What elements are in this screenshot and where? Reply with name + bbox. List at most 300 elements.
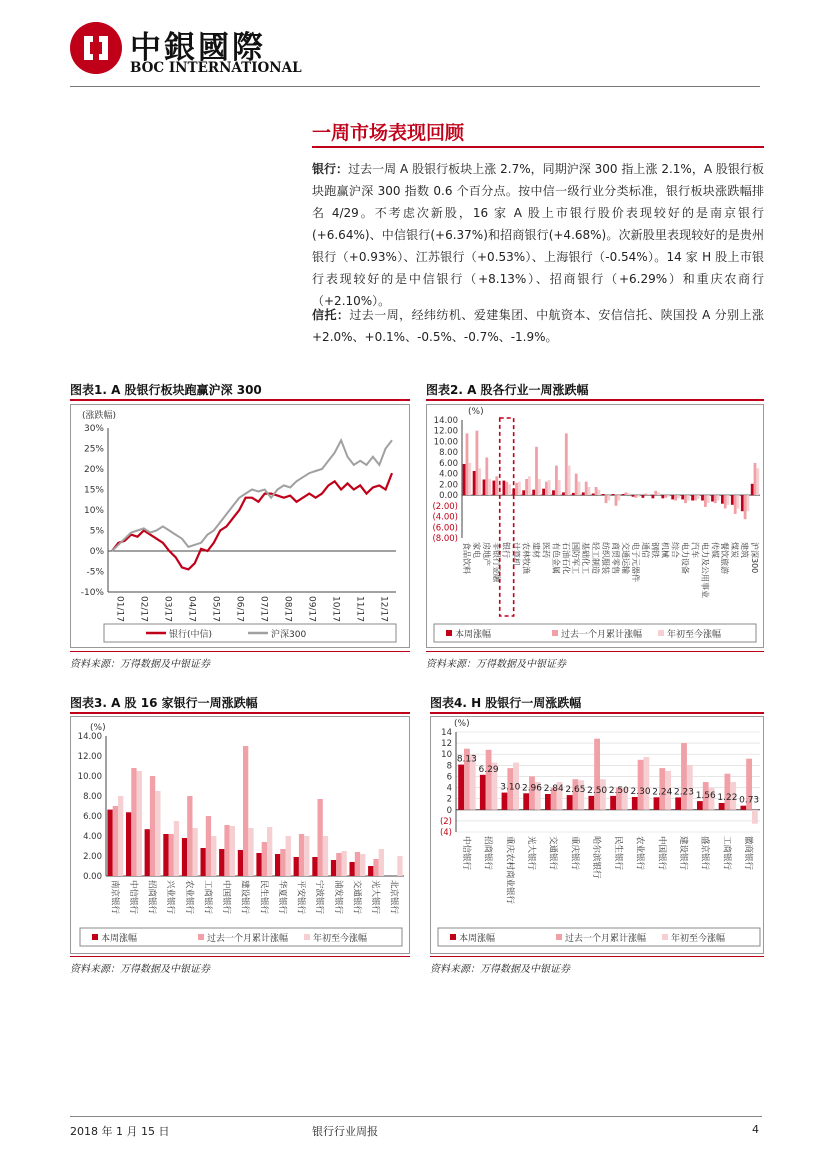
fig4-bottom-rule — [430, 956, 764, 957]
fig3-title: 图表3. A 股 16 家银行一周涨跌幅 — [70, 696, 258, 710]
bar-s3-5 — [193, 828, 198, 876]
bar-s1-5 — [545, 794, 551, 810]
y-tick-label: 8 — [446, 761, 452, 772]
bar-s2-19 — [644, 494, 647, 496]
bar-s1-14 — [741, 806, 747, 810]
bar-s2-6 — [206, 816, 211, 876]
bar-s1-22 — [671, 495, 674, 499]
bar-s3-21 — [667, 495, 670, 497]
bar-s1-1 — [463, 464, 466, 495]
trust-paragraph — [312, 304, 764, 348]
x-tick-label: 非银行金融 — [491, 542, 501, 582]
legend-label-2: 沪深300 — [271, 630, 307, 640]
x-tick-label: 医药 — [541, 542, 551, 558]
bar-s2-7 — [594, 739, 600, 810]
data-label: 1.22 — [717, 793, 738, 803]
bar-s2-14 — [595, 487, 598, 495]
legend-label-1: 本周涨幅 — [101, 934, 138, 944]
x-tick-label: 家电 — [471, 542, 481, 558]
x-tick-label: 华夏银行 — [276, 880, 287, 915]
x-tick-label: 有色金属 — [551, 542, 561, 574]
bar-s1-5 — [182, 838, 187, 876]
bar-s2-1 — [113, 806, 118, 876]
x-tick-label: 国防军工 — [571, 542, 581, 574]
legend-swatch-2 — [198, 934, 204, 940]
x-tick-label: 民生银行 — [612, 836, 623, 871]
footer-page-number: 4 — [752, 1123, 759, 1136]
legend-swatch-1 — [92, 934, 98, 940]
y-tick-label: 30% — [83, 424, 104, 434]
bar-s3-3 — [155, 791, 160, 876]
x-tick-label: 中国银行 — [656, 836, 667, 871]
fig4-source: 资料来源：万得数据及中银证券 — [430, 964, 570, 975]
bar-s3-1 — [468, 463, 471, 495]
y-tick-label: 5% — [89, 526, 104, 537]
legend-label-3: 年初至今涨幅 — [671, 934, 726, 944]
x-tick-label: 04/17 — [186, 596, 197, 622]
data-label: 3.10 — [500, 782, 521, 793]
x-tick-label: 食品饮料 — [461, 542, 471, 574]
boc-logo-icon — [70, 22, 122, 74]
y-tick-label: 20% — [83, 465, 104, 475]
y-tick-label: (8.00) — [432, 534, 458, 544]
y-tick-label: 25% — [83, 444, 104, 455]
x-tick-label: 招商银行 — [146, 880, 157, 915]
bar-s2-16 — [615, 495, 618, 506]
bar-s2-24 — [694, 495, 697, 500]
data-label: 2.50 — [608, 785, 629, 796]
x-tick-label: 钢铁 — [650, 542, 660, 558]
footer-divider — [70, 1116, 762, 1117]
series-line-2 — [112, 440, 392, 551]
y-tick-label: 6 — [446, 772, 452, 783]
bar-s2-25 — [704, 495, 707, 507]
legend-swatch-2 — [552, 630, 558, 636]
bar-s2-30 — [754, 463, 757, 495]
legend-label-3: 年初至今涨幅 — [313, 934, 368, 944]
x-tick-label: 10/17 — [330, 596, 341, 622]
bar-s3-10 — [558, 480, 561, 495]
y-tick-label: 0.00 — [83, 872, 102, 882]
bar-s1-9 — [632, 797, 638, 810]
bar-s2-20 — [654, 491, 657, 495]
y-tick-label: 2.00 — [439, 480, 458, 491]
legend-swatch-1 — [446, 630, 452, 636]
bar-s3-2 — [137, 771, 142, 876]
bar-s3-24 — [697, 495, 700, 499]
bar-s3-9 — [644, 757, 650, 810]
bar-s2-3 — [485, 458, 488, 496]
x-tick-label: 05/17 — [210, 596, 221, 622]
fig4-title: 图表4. H 股银行一周涨跌幅 — [430, 696, 582, 710]
fig1-bottom-rule — [70, 651, 410, 652]
x-tick-label: 重庆银行 — [569, 836, 580, 871]
bar-s2-14 — [355, 852, 360, 876]
fig1-line-chart — [70, 404, 410, 648]
legend-swatch-2 — [556, 934, 562, 940]
y-tick-label: 2 — [446, 794, 452, 805]
bar-s1-5 — [503, 481, 506, 496]
legend-label-1: 本周涨幅 — [455, 630, 492, 640]
x-tick-label: 建筑 — [740, 542, 750, 558]
x-tick-label: 电力及公用事业 — [700, 542, 710, 598]
data-label: 2.96 — [521, 783, 543, 794]
x-tick-label: 平安银行 — [295, 880, 306, 915]
y-tick-label: (6.00) — [432, 523, 458, 534]
x-tick-label: 交通银行 — [547, 836, 558, 871]
bar-s2-11 — [681, 743, 687, 810]
bar-s1-8 — [532, 490, 535, 495]
bar-s1-12 — [312, 857, 317, 876]
bar-s2-15 — [605, 495, 608, 503]
legend-swatch-3 — [304, 934, 310, 940]
x-tick-label: 综合 — [670, 542, 680, 558]
bar-s3-11 — [568, 466, 571, 496]
bar-s1-3 — [145, 829, 150, 876]
bar-s3-8 — [248, 828, 253, 876]
footer-report-name: 银行行业周报 — [312, 1125, 378, 1138]
bar-s1-26 — [711, 495, 714, 501]
bar-s2-2 — [131, 768, 136, 876]
y-tick-label: 12.00 — [77, 752, 102, 762]
banks-text: 过去一周 A 股银行板块上涨 2.7%，同期沪深 300 指上涨 2.1%，A 股银行板块跑赢沪深 300 指数 0.6 个百分点。按中信一级行业分类标准，银行板块涨跌幅排名 4/29。不考虑次新股，16 家 A 股上市银行股价表现较好的是南京银行(+6.64%)、中信银行(+6.37%)和招商银行(+4.68%)。次新股里表现较好的是贵州银行（+0.93%）、江苏银行（+0.53%）、上海银行（-0.54%）。14 家 H 股上市银行表现较好的是中信银行（+8.13%）、招商银行（+6.29%）和重庆农商行（+2.10%）。 — [312, 162, 764, 308]
bar-s1-9 — [256, 853, 261, 876]
bar-s2-29 — [744, 495, 747, 519]
bar-s1-10 — [552, 490, 555, 495]
x-tick-label: 基础化工 — [581, 542, 591, 574]
fig2-bottom-rule — [426, 651, 764, 652]
y-axis-label: (%) — [468, 407, 484, 417]
header-divider — [70, 86, 760, 87]
legend-label-3: 年初至今涨幅 — [667, 630, 722, 640]
bar-s3-23 — [687, 495, 690, 500]
bar-s1-2 — [126, 812, 131, 876]
bar-s1-20 — [652, 495, 655, 498]
bar-s3-4 — [174, 821, 179, 876]
fig4-bar-chart — [430, 716, 764, 954]
data-label: 2.50 — [587, 785, 608, 796]
bar-s2-10 — [280, 849, 285, 876]
x-tick-label: 重庆农村商业银行 — [504, 836, 515, 905]
x-tick-label: 交通银行 — [351, 880, 362, 915]
bar-s2-13 — [725, 774, 731, 810]
y-tick-label: 0.00 — [439, 491, 458, 502]
x-tick-label: 房地产 — [481, 542, 491, 566]
boc-logo — [70, 22, 310, 80]
x-tick-label: 南京银行 — [109, 880, 120, 915]
bar-s2-27 — [724, 495, 727, 508]
bar-s3-20 — [657, 492, 660, 495]
fig2-title-rule — [426, 399, 764, 401]
x-tick-label: 06/17 — [234, 596, 245, 622]
bar-s1-3 — [502, 793, 508, 810]
x-tick-label: 光大银行 — [370, 880, 381, 915]
x-tick-label: 电力设备 — [680, 542, 690, 574]
bar-s2-8 — [243, 746, 248, 876]
y-tick-label: 10% — [83, 506, 104, 516]
bar-s2-9 — [545, 482, 548, 495]
x-tick-label: 12/17 — [378, 596, 389, 622]
x-tick-label: 农林牧渔 — [521, 542, 531, 574]
bar-s1-13 — [331, 860, 336, 876]
bar-s2-9 — [638, 760, 644, 810]
bar-s1-7 — [219, 849, 224, 876]
bar-s2-2 — [476, 431, 479, 495]
x-tick-label: 03/17 — [162, 596, 173, 622]
x-tick-label: 汽车 — [690, 542, 700, 558]
fig1-title: 图表1. A 股银行板块跑赢沪深 300 — [70, 383, 262, 397]
bar-s2-13 — [336, 853, 341, 876]
bar-s3-12 — [323, 836, 328, 876]
bar-s3-19 — [647, 494, 650, 495]
bar-s1-15 — [368, 866, 373, 876]
fig1-source: 资料来源：万得数据及中银证券 — [70, 659, 210, 670]
bar-s1-4 — [163, 834, 168, 876]
bar-s1-13 — [582, 492, 585, 495]
x-tick-label: 中信银行 — [460, 836, 471, 871]
y-tick-label: 4.00 — [439, 469, 458, 480]
highlight-bank-box — [500, 418, 514, 616]
y-tick-label: 10.00 — [433, 437, 458, 448]
x-tick-label: 传媒 — [710, 542, 720, 558]
bar-s3-30 — [756, 468, 759, 495]
bar-s3-26 — [717, 495, 720, 500]
fig3-title-rule — [70, 712, 410, 714]
bar-s3-7 — [230, 826, 235, 876]
y-tick-label: 4 — [446, 783, 452, 794]
y-tick-label: 2.00 — [83, 852, 102, 862]
x-tick-label: 计算机 — [511, 542, 521, 566]
bar-s2-12 — [318, 799, 323, 876]
y-tick-label: (2) — [439, 816, 452, 827]
x-tick-label: 光大银行 — [526, 836, 536, 871]
x-tick-label: 煤炭 — [730, 542, 740, 558]
bar-s1-6 — [567, 795, 573, 810]
y-tick-label: 10.00 — [77, 772, 102, 782]
data-label: 8.13 — [456, 754, 477, 765]
legend-swatch-3 — [658, 630, 664, 636]
y-tick-label: 0 — [446, 805, 452, 816]
x-tick-label: 盛京银行 — [699, 836, 710, 871]
bar-s1-14 — [592, 494, 595, 496]
legend-label-1: 银行(中信) — [169, 630, 213, 640]
x-tick-label: 浦发银行 — [332, 880, 343, 915]
x-tick-label: 交通运输 — [620, 542, 630, 574]
bar-s2-7 — [224, 825, 229, 876]
bar-s1-30 — [751, 484, 754, 495]
x-tick-label: 11/17 — [354, 596, 365, 622]
x-tick-label: 石油石化 — [561, 542, 571, 574]
bar-s1-11 — [675, 797, 681, 809]
legend-label-2: 过去一个月累计涨幅 — [207, 934, 289, 944]
y-tick-label: 4.00 — [83, 832, 102, 842]
bar-s2-11 — [565, 433, 568, 495]
bar-s3-1 — [118, 796, 123, 876]
bar-s2-28 — [734, 495, 737, 514]
x-tick-label: 徽商银行 — [743, 836, 754, 871]
data-label: 2.23 — [673, 787, 695, 798]
y-tick-label: 12.00 — [433, 426, 458, 437]
bar-s2-17 — [625, 492, 628, 495]
bar-s2-5 — [187, 796, 192, 876]
fig3-bottom-rule — [70, 956, 410, 957]
bar-s3-5 — [508, 484, 511, 495]
bar-s2-8 — [535, 447, 538, 495]
bar-s2-15 — [373, 859, 378, 876]
y-tick-label: (4) — [439, 828, 452, 838]
x-tick-label: 08/17 — [282, 596, 293, 622]
bar-s2-3 — [150, 776, 155, 876]
data-label: 0.73 — [739, 795, 760, 806]
x-tick-label: 沪深300 — [750, 542, 760, 574]
bar-s1-19 — [642, 495, 645, 498]
bar-s1-7 — [522, 490, 525, 495]
x-tick-label: 餐饮旅游 — [720, 542, 730, 574]
bar-s3-28 — [737, 495, 740, 508]
bar-s1-24 — [691, 495, 694, 500]
footer-date: 2018 年 1 月 15 日 — [70, 1125, 170, 1138]
y-axis-label: (%) — [90, 723, 106, 733]
bar-s1-16 — [612, 494, 615, 495]
bar-s2-21 — [664, 495, 667, 498]
y-tick-label: 8.00 — [439, 448, 458, 459]
y-tick-label: 14.00 — [433, 416, 458, 426]
trust-text: 过去一周，经纬纺机、爱建集团、中航资本、安信信托、陕国投 A 分别上涨+2.0%、+0.1%、-0.5%、-0.7%、-1.9%。 — [312, 308, 764, 344]
section-title-underline — [312, 146, 764, 148]
legend-label-1: 本周涨幅 — [459, 934, 496, 944]
x-tick-label: 兴业银行 — [165, 880, 176, 915]
bar-s3-15 — [607, 495, 610, 500]
bar-s1-8 — [610, 796, 616, 810]
bar-s2-7 — [525, 479, 528, 495]
bar-s2-22 — [674, 495, 677, 500]
bar-s3-13 — [588, 487, 591, 495]
y-tick-label: (4.00) — [432, 512, 458, 523]
bar-s3-17 — [627, 493, 630, 495]
data-label: 2.30 — [630, 787, 651, 797]
bar-s1-14 — [350, 862, 355, 876]
data-label: 2.65 — [565, 785, 586, 796]
bar-s3-14 — [752, 810, 758, 824]
y-tick-label: 15% — [83, 485, 104, 496]
bar-s1-12 — [572, 493, 575, 495]
fig2-title: 图表2. A 股各行业一周涨跌幅 — [426, 383, 589, 397]
bar-s3-14 — [360, 854, 365, 876]
bar-s1-11 — [294, 857, 299, 876]
fig1-title-rule — [70, 399, 410, 401]
bar-s2-13 — [585, 482, 588, 495]
bar-s3-27 — [727, 495, 730, 505]
y-tick-label: -5% — [86, 567, 104, 578]
y-axis-label: (%) — [454, 719, 470, 729]
bar-s2-2 — [486, 750, 492, 810]
bar-s1-2 — [480, 775, 486, 810]
x-tick-label: 中信银行 — [127, 880, 138, 915]
bar-s3-29 — [747, 495, 750, 511]
bar-s3-13 — [342, 851, 347, 876]
x-tick-label: 哈尔滨银行 — [591, 836, 602, 879]
bar-s1-25 — [701, 495, 704, 500]
bar-s1-7 — [589, 796, 595, 810]
banks-paragraph — [312, 158, 764, 312]
x-tick-label: 工商银行 — [721, 836, 732, 871]
bar-s3-9 — [548, 480, 551, 495]
bar-s1-10 — [654, 797, 660, 809]
logo-chinese-name: 中銀國際 — [130, 30, 266, 66]
bar-s2-10 — [555, 466, 558, 496]
bar-s1-2 — [473, 471, 476, 495]
bar-s3-10 — [286, 836, 291, 876]
bar-s2-26 — [714, 495, 717, 503]
y-tick-label: 14 — [441, 728, 452, 738]
y-tick-label: 12 — [441, 739, 452, 750]
x-tick-label: 招商银行 — [482, 836, 493, 871]
x-tick-label: 民生银行 — [258, 880, 269, 915]
bar-s1-3 — [483, 480, 486, 496]
bar-s1-21 — [661, 495, 664, 498]
x-tick-label: 建材 — [531, 542, 541, 558]
x-tick-label: 建设银行 — [678, 836, 688, 871]
data-label: 2.84 — [543, 784, 564, 794]
fig3-source: 资料来源：万得数据及中银证券 — [70, 964, 210, 975]
bar-s3-3 — [488, 479, 491, 495]
x-tick-label: 建设银行 — [239, 880, 250, 915]
x-tick-label: 电子元器件 — [630, 542, 640, 582]
bar-s3-25 — [707, 495, 710, 503]
bar-s1-28 — [731, 495, 734, 505]
logo-english-name: BOC INTERNATIONAL — [130, 60, 302, 76]
bar-s1-17 — [622, 494, 625, 495]
y-tick-label: 0% — [89, 547, 104, 557]
y-axis-label: (涨跌幅) — [82, 411, 117, 421]
bar-s2-4 — [169, 834, 174, 876]
x-tick-label: 银行 — [501, 542, 511, 558]
x-tick-label: 北京银行 — [388, 880, 399, 915]
x-tick-label: 07/17 — [258, 596, 269, 622]
bar-s1-9 — [542, 489, 545, 495]
legend-swatch-3 — [662, 934, 668, 940]
bar-s3-6 — [518, 482, 521, 495]
x-tick-label: 农业银行 — [183, 880, 194, 915]
x-tick-label: 宁波银行 — [314, 880, 325, 915]
bar-s1-13 — [719, 803, 725, 810]
x-tick-label: 中国银行 — [221, 880, 232, 915]
bar-s3-6 — [211, 836, 216, 876]
bar-s2-6 — [515, 483, 518, 495]
bar-s1-29 — [741, 495, 744, 511]
x-tick-label: 02/17 — [138, 596, 149, 622]
series-line-1 — [112, 473, 392, 569]
x-tick-label: 通信 — [640, 542, 650, 558]
x-tick-label: 01/17 — [114, 596, 125, 622]
bar-s1-11 — [562, 492, 565, 495]
bar-s1-1 — [458, 765, 464, 810]
bar-s1-12 — [697, 801, 703, 810]
fig3-bar-chart — [70, 716, 410, 954]
x-tick-label: 轻工制造 — [591, 542, 601, 574]
bar-s1-4 — [493, 481, 496, 496]
bar-s3-16 — [617, 495, 620, 500]
bar-s3-11 — [304, 836, 309, 876]
fig4-title-rule — [430, 712, 764, 714]
data-label: 2.24 — [652, 787, 673, 798]
bar-s1-1 — [107, 810, 112, 876]
bar-s2-9 — [262, 842, 267, 876]
y-tick-label: 8.00 — [83, 792, 102, 802]
legend-swatch-1 — [450, 934, 456, 940]
bar-s2-23 — [684, 495, 687, 503]
x-tick-label: 工商银行 — [202, 880, 213, 915]
